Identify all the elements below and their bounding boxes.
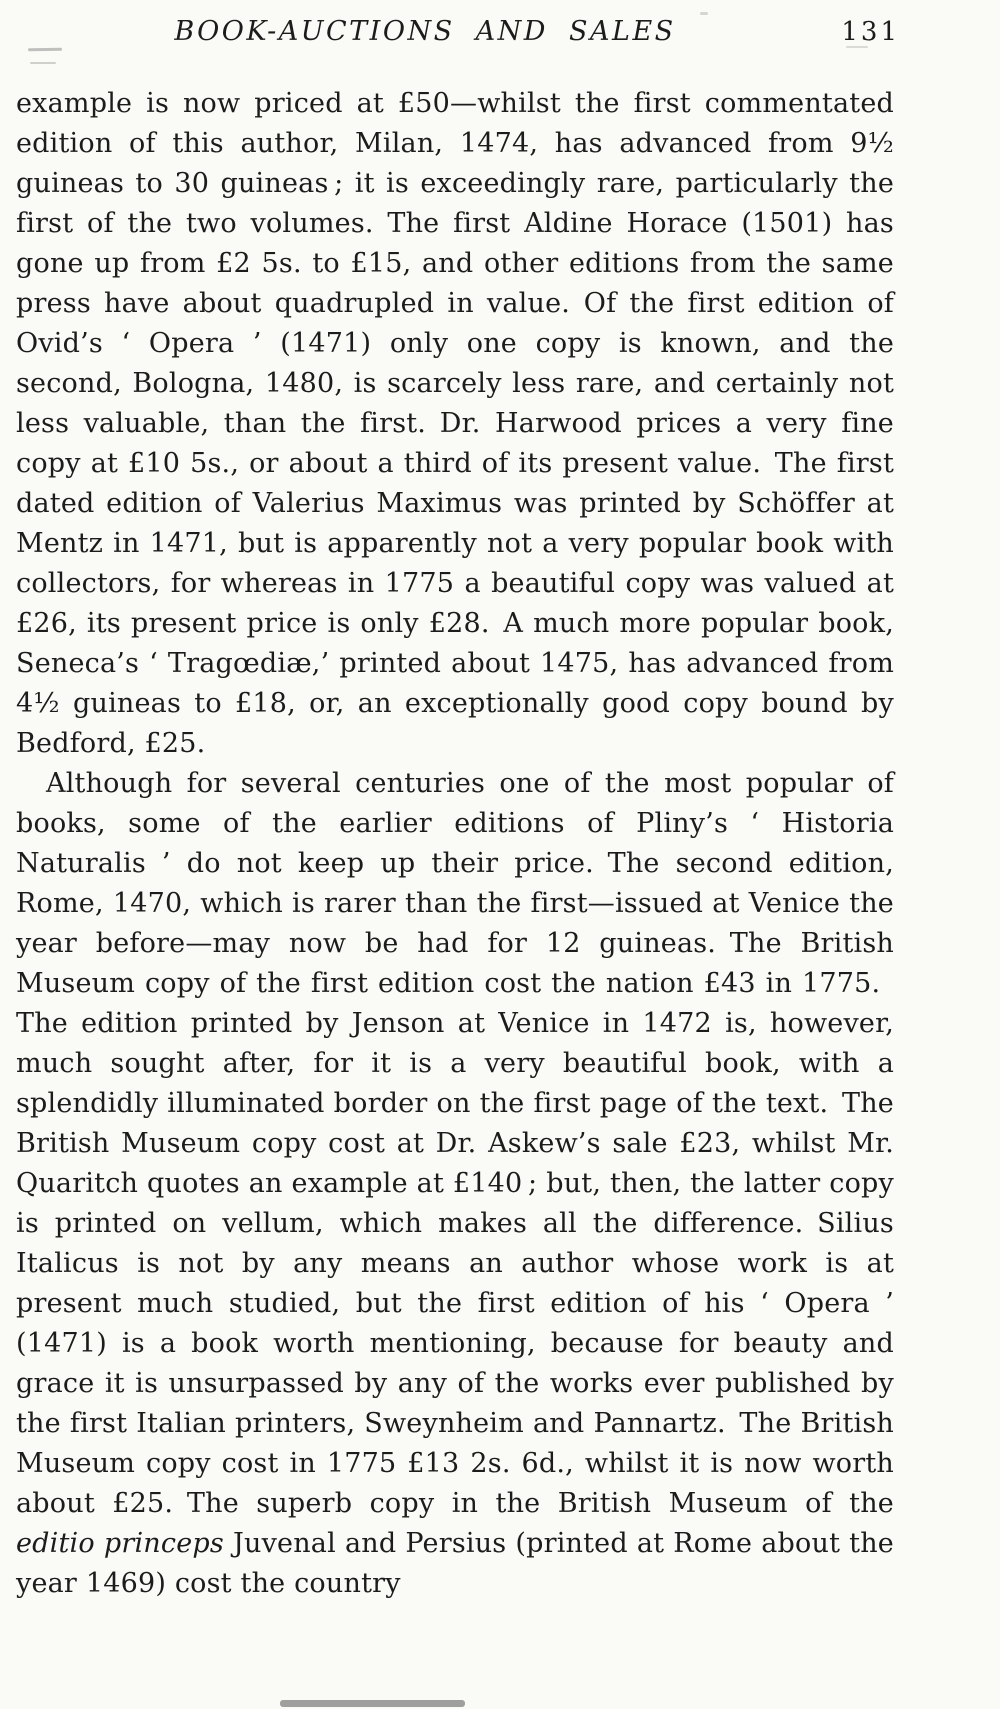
scan-artifact	[30, 62, 56, 64]
text-run: Although for several centuries one of the most popular of books, some of the earlier editions of Pliny’s ‘ Historia Naturalis ’ do not keep up their price. The second edition, Rome, 1470, which is rarer than the first—issued at Venice the year before—may now be had for 12 guineas. The British Museum copy of the first edition cost the nation £43 in 1775. The edition printed by Jenson at Venice in 1472 is, however, much sought after, for it is a very beautiful book, with a splendidly illuminated border on the first page of the text. The British Museum copy cost at Dr. Askew’s sale £23, whilst Mr. Quaritch quotes an example at £140 ; but, then, the latter copy is printed on vellum, which makes all the difference. Silius Italicus is not by any means an author whose work is at present much studied, but the first edition of his ‘ Opera ’ (1471) is a book worth mentioning, because for beauty and grace it is unsurpassed by any of the works ever published by the first Italian printers, Sweynheim and Pannartz. The British Museum copy cost in 1775 £13 2s. 6d., whilst it is now worth about £25. The superb copy in the British Museum of the	[16, 768, 894, 1519]
page-number: 131	[841, 17, 900, 47]
scan-artifact	[846, 46, 868, 48]
page-header	[16, 16, 900, 62]
text-run: Juvenal and Persius (printed at Rome about the year 1469) cost the country	[16, 1528, 894, 1599]
running-title: BOOK-AUCTIONS AND SALES	[174, 16, 676, 47]
scan-artifact	[700, 12, 708, 15]
italic-text-run: editio princeps	[16, 1528, 224, 1559]
scan-artifact	[28, 48, 62, 52]
paragraph-2	[16, 764, 894, 1604]
scan-artifact	[280, 1700, 465, 1707]
page-body	[16, 84, 894, 1604]
text-run: example is now priced at £50—whilst the first commentated edition of this author, Milan, 1474, has advanced from 9½ guineas to 30 guineas ; it is exceedingly rare, particularly the first of the two volumes. The first Aldine Horace (1501) has gone up from £2 5s. to £15, and other editions from the same press have about quadrupled in value. Of the first edition of Ovid’s ‘ Opera ’ (1471) only one copy is known, and the second, Bologna, 1480, is scarcely less rare, and certainly not less valuable, than the first. Dr. Harwood prices a very fine copy at £10 5s., or about a third of its present value. The first dated edition of Valerius Maximus was printed by Schöffer at Mentz in 1471, but is apparently not a very popular book with collectors, for whereas in 1775 a beautiful copy was valued at £26, its present price is only £28. A much more popular book, Seneca’s ‘ Tragœdiæ,’ printed about 1475, has advanced from 4½ guineas to £18, or, an exceptionally good copy bound by Bedford, £25.	[16, 88, 894, 759]
paragraph-1	[16, 84, 894, 764]
